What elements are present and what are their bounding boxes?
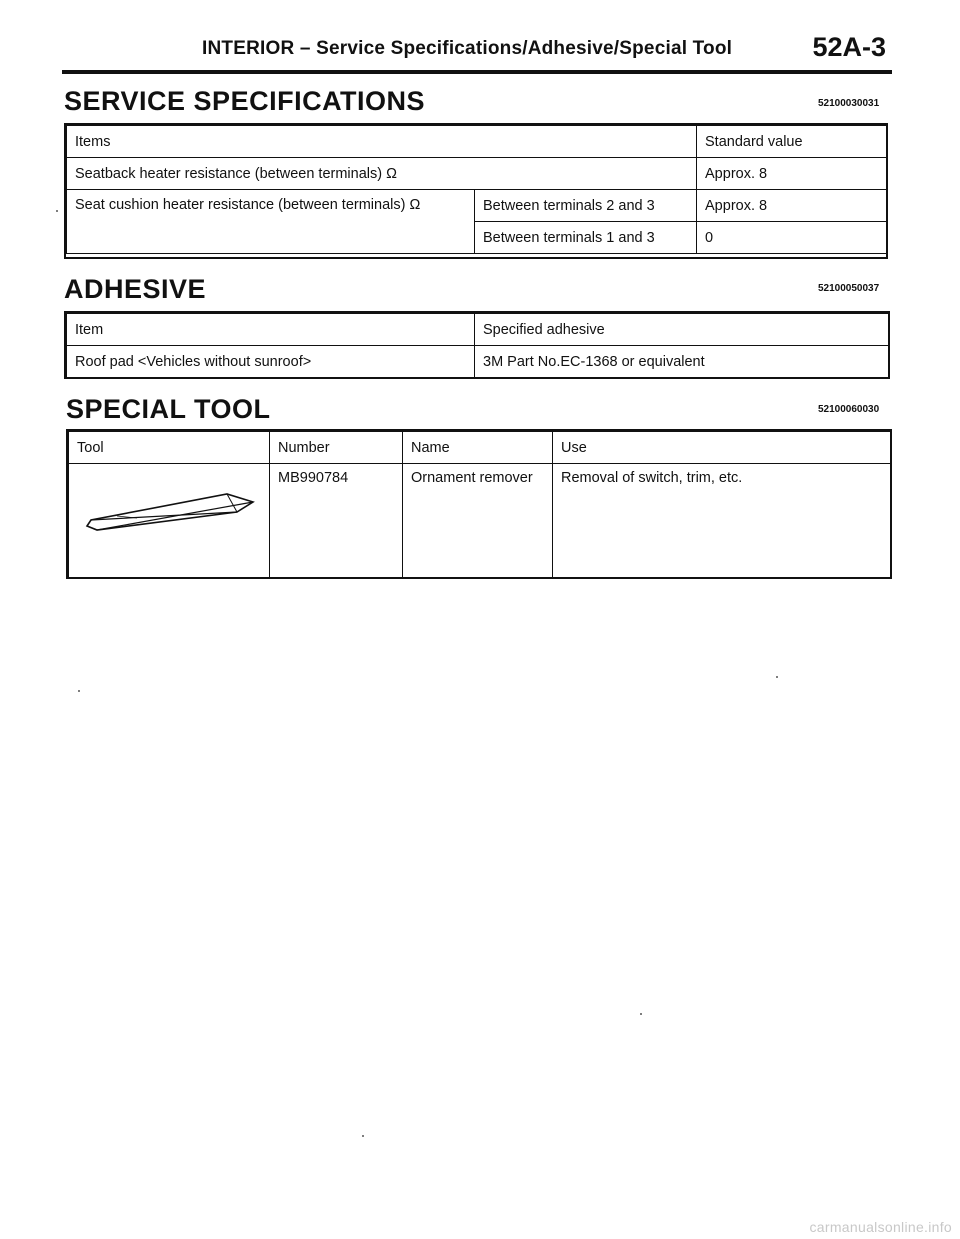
header-standard-value: Standard value <box>697 126 887 158</box>
header-tool: Tool <box>69 432 270 464</box>
roof-pad-adhesive: 3M Part No.EC-1368 or equivalent <box>475 346 889 378</box>
tool-number: MB990784 <box>270 464 403 579</box>
roof-pad-item: Roof pad <Vehicles without sunroof> <box>67 346 475 378</box>
scan-speck <box>362 1135 364 1137</box>
seat-cushion-heater-item: Seat cushion heater resistance (between terminals) Ω <box>67 190 475 254</box>
service-specifications-code: 52100030031 <box>818 98 880 109</box>
header-item: Item <box>67 314 475 346</box>
adhesive-code: 52100050037 <box>818 283 880 294</box>
scan-speck <box>56 210 58 212</box>
table-row <box>69 464 891 579</box>
table-header-row <box>69 432 891 464</box>
table-header-row <box>67 314 889 346</box>
scan-speck <box>776 676 778 678</box>
special-tool-title: SPECIAL TOOL <box>66 394 271 424</box>
table-row <box>67 158 887 190</box>
table-row <box>67 190 887 222</box>
scan-speck <box>78 690 80 692</box>
header-specified-adhesive: Specified adhesive <box>475 314 889 346</box>
header-use: Use <box>553 432 891 464</box>
tool-name: Ornament remover <box>403 464 553 579</box>
adhesive-title: ADHESIVE <box>64 274 207 304</box>
adhesive-table <box>66 313 889 378</box>
page-number: 52A-3 <box>812 32 886 62</box>
tool-illustration-cell <box>69 464 270 579</box>
header-items: Items <box>67 126 697 158</box>
header-number: Number <box>270 432 403 464</box>
service-specifications-table <box>66 125 887 254</box>
scan-speck <box>640 1013 642 1015</box>
seatback-heater-value: Approx. 8 <box>697 158 887 190</box>
page-header <box>62 32 892 74</box>
header-title: INTERIOR – Service Specifications/Adhesive/Special Tool <box>202 38 733 59</box>
header-name: Name <box>403 432 553 464</box>
watermark-footer: carmanualsonline.info <box>809 1219 952 1235</box>
special-tool-table <box>68 431 891 579</box>
service-specifications-title: SERVICE SPECIFICATIONS <box>64 86 426 116</box>
table-row <box>67 346 889 378</box>
seatback-heater-item: Seatback heater resistance (between terminals) Ω <box>67 158 697 190</box>
table-header-row <box>67 126 887 158</box>
terminals-1-3-label: Between terminals 1 and 3 <box>475 222 697 254</box>
ornament-remover-icon <box>77 486 257 536</box>
tool-use: Removal of switch, trim, etc. <box>553 464 891 579</box>
terminals-1-3-value: 0 <box>697 222 887 254</box>
terminals-2-3-label: Between terminals 2 and 3 <box>475 190 697 222</box>
special-tool-code: 52100060030 <box>818 404 880 415</box>
terminals-2-3-value: Approx. 8 <box>697 190 887 222</box>
